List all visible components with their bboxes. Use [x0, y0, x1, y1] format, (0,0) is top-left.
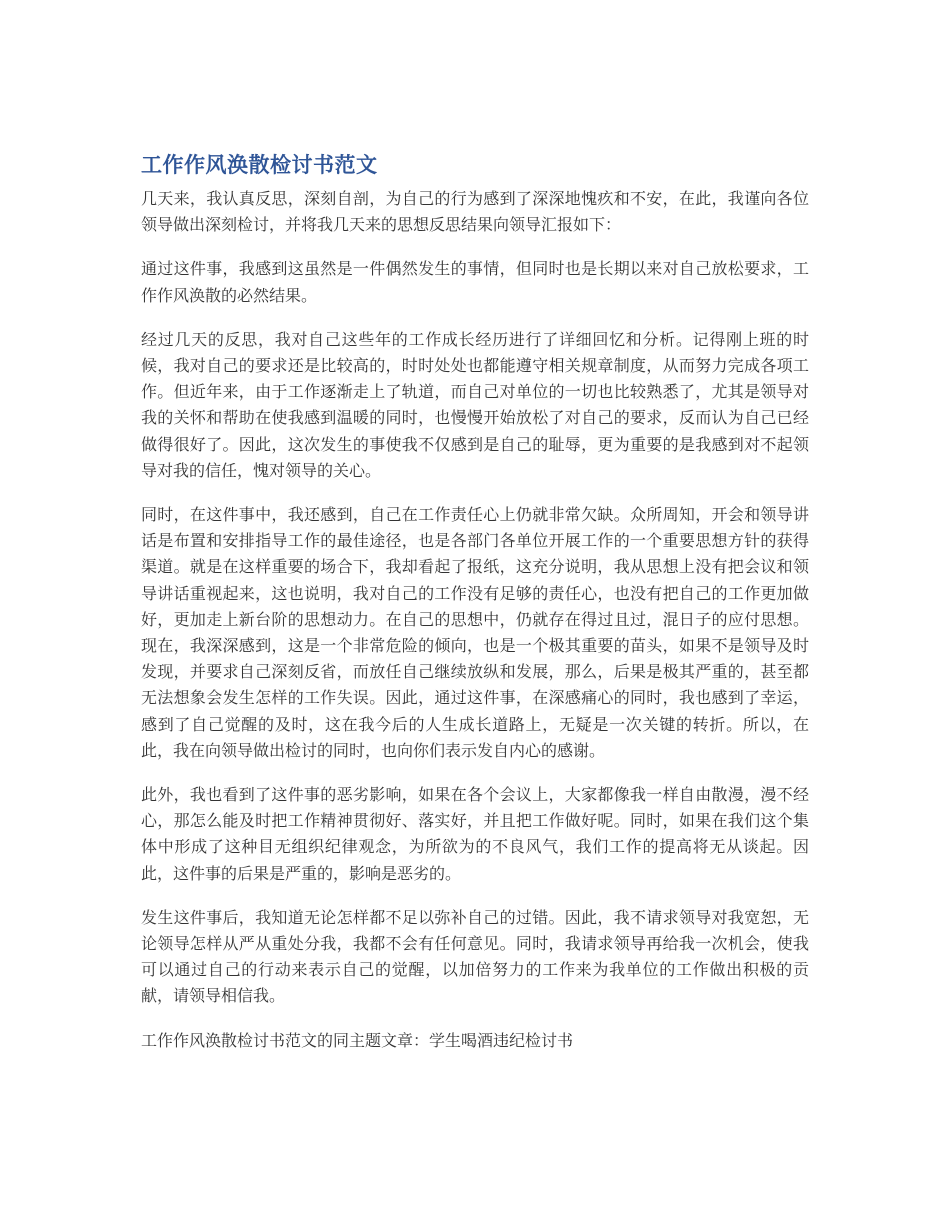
paragraph-impact: 此外，我也看到了这件事的恶劣影响，如果在各个会议上，大家都像我一样自由散漫，漫不经心，那怎么能及时把工作精神贯彻好、落实好，并且把工作做好呢。同时，如果在我们这个集体中形成了这种目无组织纪律观念，为所欲为的不良风气，我们工作的提高将无从谈起。因此，这件事的后果是严重的，影响是恶劣的。: [141, 785, 809, 883]
document-body: [141, 150, 809, 1054]
related-article-line: 工作作风涣散检讨书范文的同主题文章：学生喝酒违纪检讨书: [141, 1030, 574, 1050]
paragraph-commitment: 发生这件事后，我知道无论怎样都不足以弥补自己的过错。因此，我不请求领导对我宽恕，无论领导怎样从严从重处分我，我都不会有任何意见。同时，我请求领导再给我一次机会，使我可以通过自己的行动来表示自己的觉醒，以加倍努力的工作来为我单位的工作做出积极的贡献，请领导相信我。: [141, 907, 809, 1006]
paragraph-reflection: 经过几天的反思，我对自己这些年的工作成长经历进行了详细回忆和分析。记得刚上班的时候，我对自己的要求还是比较高的，时时处处也都能遵守相关规章制度，从而努力完成各项工作。但近年来，由于工作逐渐走上了轨道，而自己对单位的一切也比较熟悉了，尤其是领导对我的关怀和帮助在使我感到温暖的同时，也慢慢开始放松了对自己的要求，反而认为自己已经做得很好了。因此，这次发生的事使我不仅感到是自己的耻辱，更为重要的是我感到对不起领导对我的信任，愧对领导的关心。: [141, 329, 809, 480]
document-title: 工作作风涣散检讨书范文: [141, 153, 378, 177]
paragraph-intro: 几天来，我认真反思，深刻自剖，为自己的行为感到了深深地愧疚和不安，在此，我谨向各位领导做出深刻检讨，并将我几天来的思想反思结果向领导汇报如下：: [141, 189, 809, 235]
paragraph-responsibility: 同时，在这件事中，我还感到，自己在工作责任心上仍就非常欠缺。众所周知，开会和领导讲话是布置和安排指导工作的最佳途径，也是各部门各单位开展工作的一个重要思想方针的获得渠道。就是在这样重要的场合下，我却看起了报纸，这充分说明，我从思想上没有把会议和领导讲话重视起来，这也说明，我对自己的工作没有足够的责任心，也没有把自己的工作更加做好，更加走上新台阶的思想动力。在自己的思想中，仍就存在得过且过，混日子的应付思想。现在，我深深感到，这是一个非常危险的倾向，也是一个极其重要的苗头，如果不是领导及时发现，并要求自己深刻反省，而放任自己继续放纵和发展，那么，后果是极其严重的，甚至都无法想象会发生怎样的工作失误。因此，通过这件事，在深感痛心的同时，我也感到了幸运，感到了自己觉醒的及时，这在我今后的人生成长道路上，无疑是一次关键的转折。所以，在此，我在向领导做出检讨的同时，也向你们表示发自内心的感谢。: [141, 505, 809, 760]
paragraph-cause: 通过这件事，我感到这虽然是一件偶然发生的事情，但同时也是长期以来对自己放松要求，工作作风涣散的必然结果。: [141, 259, 809, 305]
